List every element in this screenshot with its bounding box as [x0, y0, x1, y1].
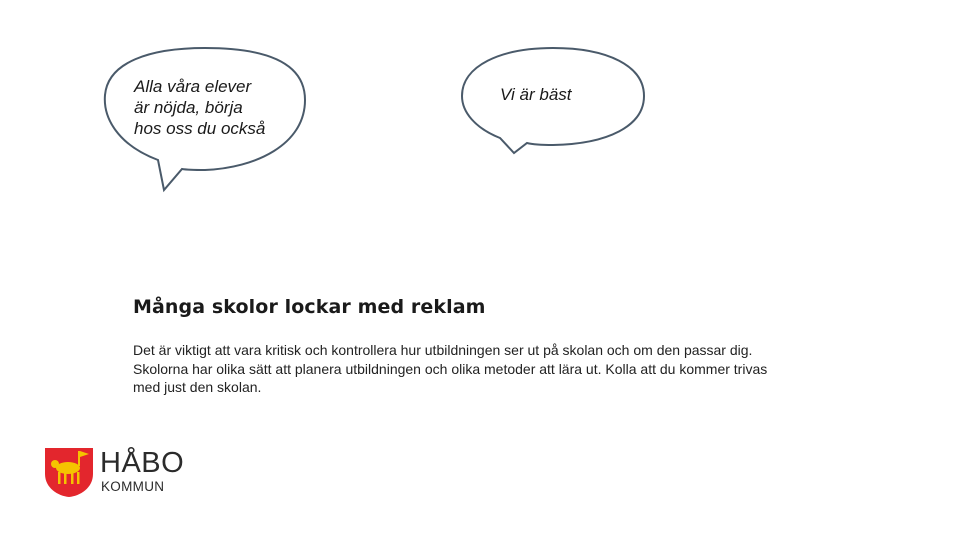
- logo-subtitle: KOMMUN: [101, 479, 165, 494]
- body-paragraph-2: Skolorna har olika sätt att planera utbildningen och olika metoder att lära ut. Kolla att du kommer trivas med just den skolan.: [133, 360, 768, 395]
- habo-kommun-logo: [44, 446, 184, 500]
- body-paragraph-1: Det är viktigt att vara kritisk och kontrollera hur utbildningen ser ut på skolan och om den passar dig.: [133, 342, 753, 358]
- slide-body: [133, 341, 773, 397]
- coat-of-arms-icon: [44, 446, 94, 498]
- speech-bubble-right-text: Vi är bäst: [500, 85, 572, 104]
- speech-bubble-left-text: Alla våra elever är nöjda, börja hos oss du också: [134, 77, 266, 138]
- slide-heading: Många skolor lockar med reklam: [133, 296, 486, 318]
- logo-name: HÅBO: [100, 447, 185, 479]
